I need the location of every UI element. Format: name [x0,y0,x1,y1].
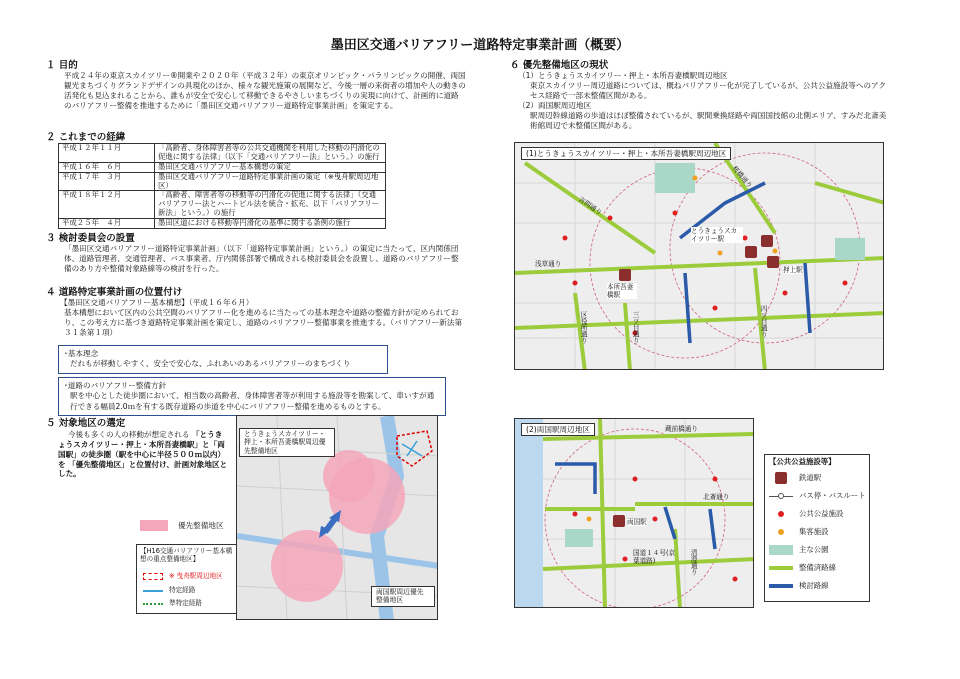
street-kuyakusho: 区役所通り [579,311,588,344]
callout-ryogoku: 両国駅周辺優先整備地区 [371,586,435,607]
section1-body: 平成２４年の東京スカイツリー®開業や２０２０年（平成３２年）の東京オリンピック・パラリンピックの開催、両国観光まちづくりグランドデザインの具現化のほか、様々な観光施策の展開など、今後一層の来街者の増加や人の動きの活発化も見込まれることから、誰もが安全で安心して移動できるやさしいまちづくりの実現に向けて、計画的に道路のバリアフリー整備を推進するために「墨田区交通バリアフリー道路特定事業計画」を策定する。 [64,71,466,110]
legend-label-done: 整備済路線 [799,563,836,573]
history-text: 「高齢者、身体障害者等の公共交通機関を利用した移動の円滑化の促進に関する法律」（以下「交通バリアフリー法」という。）の施行 [155,144,386,163]
completed-route-icon [769,563,793,573]
map1-label: (1)とうきょうスカイツリー・押上・本所吾妻橋駅周辺地区 [521,147,731,160]
history-table [58,143,386,229]
attraction-facility-icon [769,527,793,537]
river [515,419,543,608]
legend-label-study: 検討路線 [799,581,829,591]
street-yotsume: 四ツ目通り [759,305,768,338]
legend-label-public: 公共公益施設 [799,509,844,519]
bus-route-icon [769,491,793,501]
priority-swatch [140,520,168,531]
section5-body-b: 「とうきょうスカイツリー・押上・本所吾妻橋駅」と「両国駅」の徒歩圏（駅を中心に半径５００ｍ以内）を [58,430,226,469]
street-asakusa: 浅草通り [535,260,562,268]
legend-label-attraction: 集客施設 [799,527,829,537]
legend-label-station: 鉄道駅 [799,473,822,483]
semi-route-swatch [143,603,163,605]
public-facility-icon [769,509,793,519]
section3-body: 「墨田区交通バリアフリー道路特定事業計画」（以下「道路特定事業計画」という。）の策定に当たって、区内関係団体、道路管理者、交通管理者、バス事業者、庁内関係部署で構成される検討委員会を設置し、道路のバリアフリー整備のあり方や整備対象路線等の検討を行った。 [64,244,459,273]
policy-box [58,377,446,416]
legend-row-done [769,563,836,573]
street-kototoi: 言問通り [577,195,604,217]
history-text: 墨田区交通バリアフリー基本構想の策定 [155,162,386,172]
section4-heading: ４ 道路特定事業計画の位置付け [46,287,183,298]
section5-body-c: 「優先整備地区」と位置付け、計画対象地区とした。 [58,459,228,479]
section1-heading: １ 目的 [46,60,78,71]
section6-body1: 東京スカイツリー周辺道路については、概ねバリアフリー化が完了しているが、公共公益施設等へのアクセス経路で一部未整備区間がある。 [530,81,886,100]
history-row [59,172,386,191]
park-1 [655,163,695,193]
policy-title: ･道路のバリアフリー整備方針 [64,381,167,390]
page-title: 墨田区交通バリアフリー道路特定事業計画（概要） [330,38,630,53]
hikifune-swatch [143,573,163,580]
principle-body: だれもが移動しやすく、安全で安心な、ふれあいのあるバリアフリーのまちづくり [70,359,351,369]
section6-sub2: （2）両国駅周辺地区 [518,101,592,110]
overview-map [236,415,438,620]
station-ryogoku [613,515,625,527]
legend-row-park [769,545,829,555]
legend-row-public [769,509,843,519]
history-row [59,219,386,229]
street-sakurabashi: 桜橋通り [730,164,754,190]
history-date: 平成２５年 ４月 [59,219,155,229]
railway-station-icon [769,473,793,483]
history-text: 墨田区交通バリアフリー道路特定事業計画の策定（※曳舟駅周辺地区） [155,172,386,191]
history-text: 「高齢者、障害者等の移動等の円滑化の促進に関する法律」（交通バリアフリー法とハートビル法を統合・拡充、以下「バリアフリー新法」という。）の施行 [155,191,386,219]
ryogoku-priority-area [271,530,343,602]
legend-title: 【公共公益施設等】 [769,457,836,466]
callout-skytree: とうきょうスカイツリー・押上・本所吾妻橋駅周辺優先整備地区 [239,428,335,457]
legend-row-bus [769,491,866,501]
facility-legend [764,454,870,602]
mini-legend-title: 【H16交通バリアフリー基本構想の重点整備地区】 [140,547,233,564]
history-row [59,191,386,219]
street-kuramaebashi: 蔵前橋通り [665,425,698,433]
label-skytree-station: とうきょうスカイツリー駅 [691,227,743,243]
map2-label: (2)両国駅周辺地区 [521,423,595,436]
section3-heading: ３ 検討委員会の設置 [46,233,135,244]
section5-body [58,430,228,479]
legend-row-attraction [769,527,829,537]
section5-body-a: 今後も多くの人の移動が想定される [68,430,190,439]
principle-box [58,345,388,374]
ryogoku-area-map [514,418,754,608]
section4-body: 基本構想において区内の公共空間のバリアフリー化を進めるに当たっての基本理念や道路の整備方針が定められており、この考え方に基づき道路特定事業計画を策定し、道路のバリアフリー整備事業を推進する。（バリアフリー新法第３１条第１項） [64,308,463,337]
skytree-area-map [514,142,884,370]
label-honjo: 本所吾妻橋駅 [607,283,637,299]
street-mitsume: 三ツ目通り [631,311,640,344]
station-oshiage-b [767,256,779,268]
mini-legend-3: 準特定経路 [169,599,202,607]
section5-heading: ５ 対象地区の選定 [46,418,126,429]
section2-heading: ２ これまでの経緯 [46,132,126,143]
park-swatch-icon [769,545,793,555]
ryogoku-map-svg [515,419,754,608]
street-hokusai: 北斎通り [703,493,730,501]
history-date: 平成１６年 ６月 [59,162,155,172]
section6-body2: 駅周辺幹線道路の歩道はほぼ整備されているが、駅間乗換経路や両国国技館の北側エリア、すみだ北斎美術館周辺で未整備区間がある。 [530,111,887,130]
mini-legend-1: ※ 曳舟駅周辺地区 [169,572,223,580]
section6-sub1: （1）とうきょうスカイツリー・押上・本所吾妻橋駅周辺地区 [518,71,728,80]
specific-route-swatch [143,590,163,592]
study-route-icon [769,581,793,591]
street-kiyosumi: 清澄通り [689,549,698,576]
park-2 [835,238,865,260]
priority-legend-label: 優先整備地区 [178,521,224,530]
station-honjo-azumabashi [619,269,631,281]
mini-legend [136,544,240,614]
mini-legend-2: 特定経路 [169,586,196,594]
legend-label-park: 主な公園 [799,545,829,555]
section6-heading: ６ 優先整備地区の現状 [510,60,609,71]
history-text: 墨田区道における移動等円滑化の基準に関する条例の施行 [155,219,386,229]
policy-body: 駅を中心とした徒歩圏において、相当数の高齢者、身体障害者等が利用する施設等を勘案して、車いすが通行できる幅員2.0ｍを有する既存道路の歩道を中心にバリアフリー整備を進めるものとする。 [70,391,435,411]
label-ryogoku-station: 両国駅 [627,518,647,526]
street-keiyo: 国道１４号(京葉道路) [633,549,676,566]
history-row [59,162,386,172]
station-oshiage-a [761,235,773,247]
legend-label-bus: バス停・バスルート [799,491,866,501]
legend-row-station [769,473,821,483]
skytree-priority-area-2 [323,450,375,502]
park-r1 [565,529,593,547]
history-date: 平成１８年１２月 [59,191,155,219]
legend-row-study [769,581,829,591]
history-date: 平成１７年 ３月 [59,172,155,191]
label-oshiage: 押上駅 [783,266,803,274]
principle-title: ･基本理念 [64,349,99,358]
history-row [59,144,386,163]
section4-sub: 【墨田区交通バリアフリー基本構想】（平成１６年６月） [60,298,254,307]
history-date: 平成１２年１１月 [59,144,155,163]
skytree-map-svg [515,143,884,370]
station-skytree [745,246,757,258]
